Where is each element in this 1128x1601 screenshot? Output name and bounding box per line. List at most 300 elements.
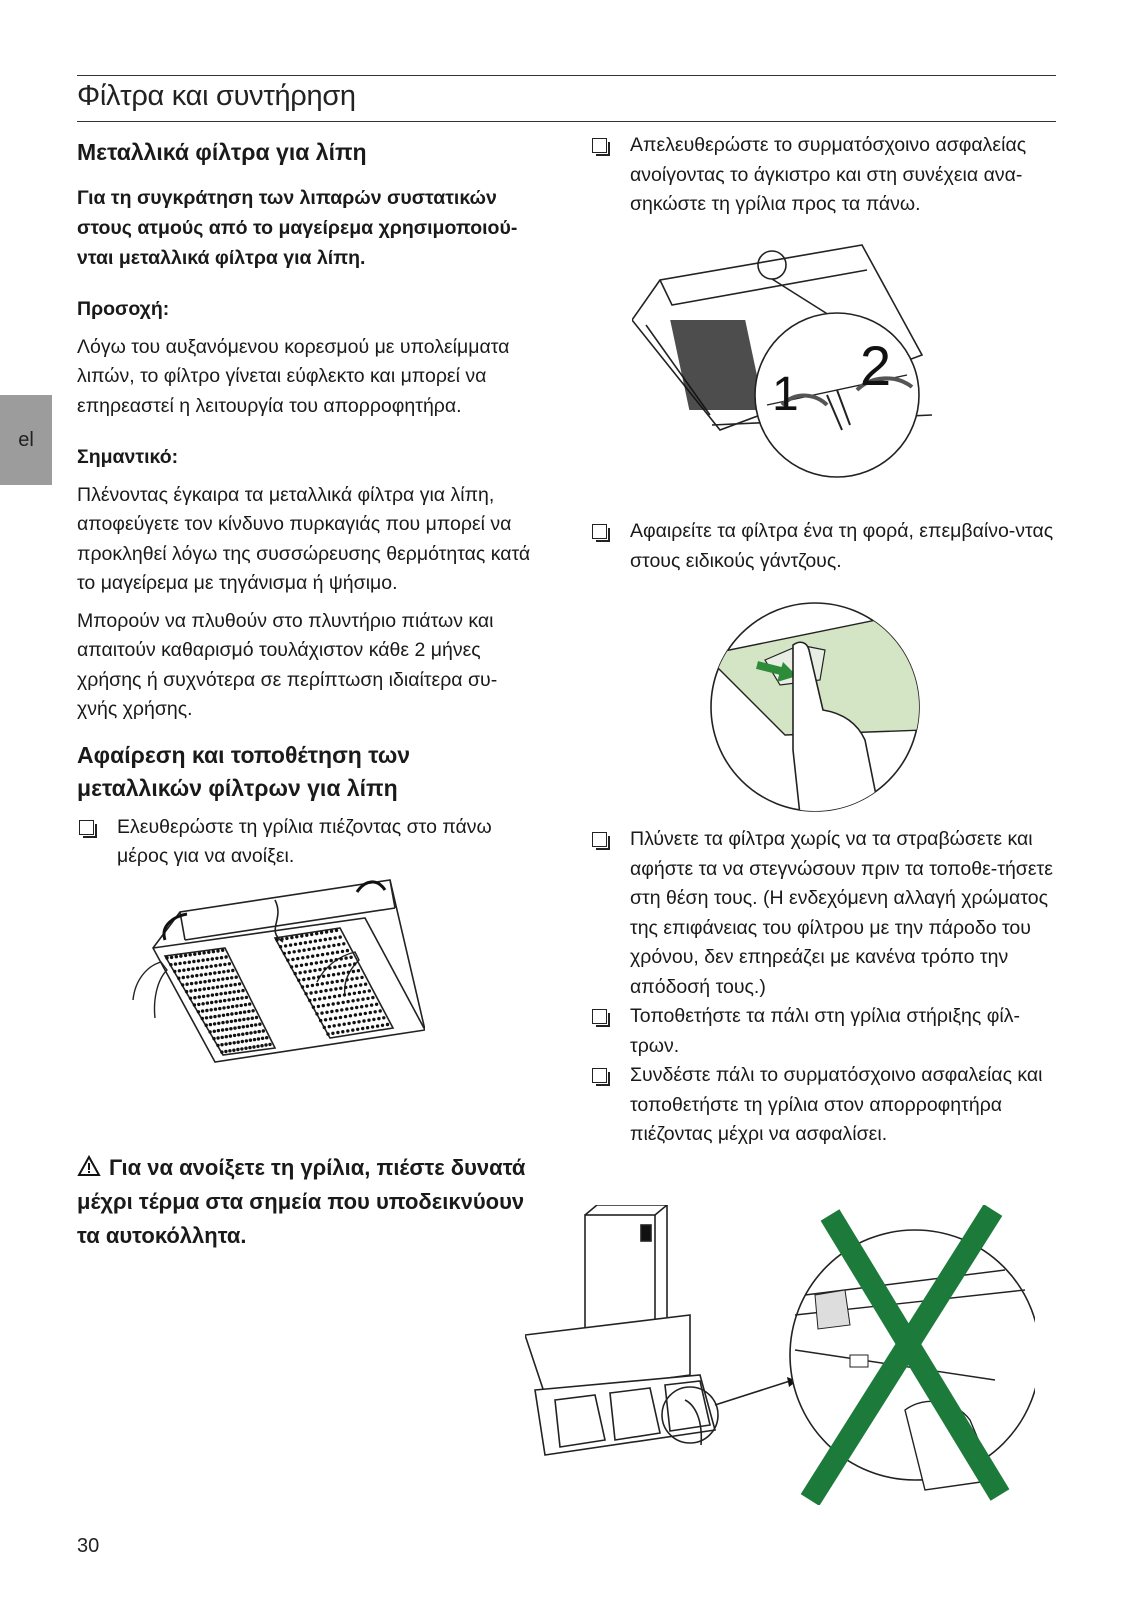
perforation-dot bbox=[307, 948, 310, 951]
perforation-dot bbox=[224, 955, 227, 958]
perforation-dot bbox=[327, 945, 330, 948]
perforation-dot bbox=[206, 994, 209, 997]
perforation-dot bbox=[359, 983, 362, 986]
perforation-dot bbox=[352, 970, 355, 973]
perforation-dot bbox=[227, 998, 230, 1001]
perforation-dot bbox=[334, 987, 337, 990]
perforation-dot bbox=[364, 983, 367, 986]
wash-text: Μπορούν να πλυθούν στο πλυντήριο πιάτων και απαιτούν καθαρισμό τουλάχιστον κάθε 2 μήνες χρήσης ή συχνότερα σε περίπτωση ιδιαίτερα συ-χνής χρήσης. bbox=[77, 609, 498, 720]
perforation-dot bbox=[201, 1002, 204, 1005]
perforation-dot bbox=[225, 1028, 228, 1031]
perforation-dot bbox=[351, 1028, 354, 1031]
perforation-dot bbox=[320, 931, 323, 934]
perforation-dot bbox=[245, 996, 248, 999]
perforation-dot bbox=[335, 1009, 338, 1012]
perforation-dot bbox=[345, 1007, 348, 1010]
perforation-dot bbox=[313, 969, 316, 972]
perforation-dot bbox=[246, 1025, 249, 1028]
perforation-dot bbox=[230, 1020, 233, 1023]
perforation-dot bbox=[322, 975, 325, 978]
perforation-dot bbox=[319, 990, 322, 993]
perforation-dot bbox=[285, 937, 288, 940]
perforation-dot bbox=[231, 1005, 234, 1008]
perforation-dot bbox=[350, 1007, 353, 1010]
perforation-dot bbox=[258, 1023, 261, 1026]
perforation-dot bbox=[346, 1029, 349, 1032]
perforation-dot bbox=[337, 1002, 340, 1005]
perforation-dot bbox=[341, 979, 344, 982]
perforation-dot bbox=[331, 981, 334, 984]
perforation-dot bbox=[234, 983, 237, 986]
perforation-dot bbox=[372, 1018, 375, 1021]
perforation-dot bbox=[339, 935, 342, 938]
perforation-dot bbox=[334, 1017, 337, 1020]
perforation-dot bbox=[233, 1041, 236, 1044]
perforation-dot bbox=[327, 1003, 330, 1006]
perforation-dot bbox=[210, 965, 213, 968]
checkbox-bullet-icon bbox=[592, 1068, 607, 1083]
perforation-dot bbox=[330, 1010, 333, 1013]
perforation-dot bbox=[310, 933, 313, 936]
perforation-dot bbox=[335, 958, 338, 961]
perforation-dot bbox=[360, 976, 363, 979]
perforation-dot bbox=[220, 1050, 223, 1053]
perforation-dot bbox=[291, 958, 294, 961]
perforation-dot bbox=[233, 990, 236, 993]
perforation-dot bbox=[346, 949, 349, 952]
perforation-dot bbox=[194, 989, 197, 992]
perforation-dot bbox=[329, 1017, 332, 1020]
step-text: Απελευθερώστε το συρματόσχοινο ασφαλείας ανοίγοντας το άγκιστρο και στη συνέχεια ανα-σηκώστε τη γρίλια προς τα πάνω. bbox=[630, 134, 1027, 215]
perforation-dot bbox=[201, 1017, 204, 1020]
perforation-dot bbox=[317, 975, 320, 978]
step-reconnect-cable bbox=[590, 1061, 1060, 1150]
perforation-dot bbox=[233, 1034, 236, 1037]
perforation-dot bbox=[227, 1006, 230, 1009]
perforation-dot bbox=[312, 947, 315, 950]
perforation-dot bbox=[326, 952, 329, 955]
perforation-dot bbox=[338, 994, 341, 997]
perforation-dot bbox=[335, 929, 338, 932]
perforation-dot bbox=[268, 1043, 271, 1046]
perforation-dot bbox=[302, 949, 305, 952]
perforation-dot bbox=[338, 1023, 341, 1026]
perforation-dot bbox=[211, 993, 214, 996]
perforation-dot bbox=[222, 970, 225, 973]
perforation-dot bbox=[215, 957, 218, 960]
perforation-dot bbox=[312, 976, 315, 979]
perforation-dot bbox=[338, 965, 341, 968]
perforation-dot bbox=[221, 1021, 224, 1024]
perforation-dot bbox=[222, 1006, 225, 1009]
perforation-dot bbox=[241, 1033, 244, 1036]
perforation-dot bbox=[210, 1001, 213, 1004]
right-column-step3 bbox=[590, 517, 1060, 576]
checkbox-bullet-icon bbox=[592, 138, 607, 153]
perforation-dot bbox=[342, 1001, 345, 1004]
perforation-dot bbox=[290, 965, 293, 968]
caution-label: Προσοχή: bbox=[77, 298, 170, 320]
perforation-dot bbox=[349, 956, 352, 959]
step-release-cable bbox=[590, 131, 1060, 220]
perforation-dot bbox=[301, 956, 304, 959]
perforation-dot bbox=[366, 1026, 369, 1029]
perforation-dot bbox=[354, 1013, 357, 1016]
perforation-dot bbox=[185, 990, 188, 993]
perforation-dot bbox=[214, 964, 217, 967]
perforation-dot bbox=[350, 977, 353, 980]
perforation-dot bbox=[177, 977, 180, 980]
perforation-dot bbox=[216, 1036, 219, 1039]
perforation-dot bbox=[197, 1003, 200, 1006]
perforation-dot bbox=[261, 1037, 264, 1040]
perforation-dot bbox=[165, 956, 168, 959]
perforation-dot bbox=[247, 1010, 250, 1013]
perforation-dot bbox=[354, 984, 357, 987]
perforation-dot bbox=[200, 966, 203, 969]
checkbox-bullet-icon bbox=[592, 832, 607, 847]
perforation-dot bbox=[209, 1023, 212, 1026]
perforation-dot bbox=[191, 975, 194, 978]
perforation-dot bbox=[235, 976, 238, 979]
step-open-grille bbox=[77, 813, 532, 872]
step-number-1: 1 bbox=[772, 368, 799, 421]
perforation-dot bbox=[200, 973, 203, 976]
perforation-dot bbox=[371, 1025, 374, 1028]
perforation-dot bbox=[222, 1014, 225, 1017]
perforation-dot bbox=[245, 1039, 248, 1042]
perforation-dot bbox=[218, 1007, 221, 1010]
perforation-dot bbox=[356, 998, 359, 1001]
perforation-dot bbox=[332, 944, 335, 947]
perforation-dot bbox=[333, 1024, 336, 1027]
perforation-dot bbox=[219, 963, 222, 966]
perforation-dot bbox=[306, 955, 309, 958]
perforation-dot bbox=[258, 1030, 261, 1033]
perforation-dot bbox=[189, 989, 192, 992]
perforation-dot bbox=[324, 1018, 327, 1021]
perforation-dot bbox=[206, 1001, 209, 1004]
perforation-dot bbox=[201, 1009, 204, 1012]
perforation-dot bbox=[329, 937, 332, 940]
perforation-dot bbox=[227, 969, 230, 972]
perforation-dot bbox=[315, 961, 318, 964]
perforation-dot bbox=[189, 953, 192, 956]
perforation-dot bbox=[190, 982, 193, 985]
perforation-dot bbox=[329, 988, 332, 991]
perforation-dot bbox=[340, 957, 343, 960]
perforation-dot bbox=[193, 996, 196, 999]
perforation-dot bbox=[334, 936, 337, 939]
perforation-dot bbox=[317, 946, 320, 949]
perforation-dot bbox=[360, 1005, 363, 1008]
perforation-dot bbox=[365, 1004, 368, 1007]
figure-release-hook bbox=[632, 225, 952, 495]
perforation-dot bbox=[332, 1002, 335, 1005]
perforation-dot bbox=[256, 1045, 259, 1048]
perforation-dot bbox=[306, 985, 309, 988]
perforation-dot bbox=[254, 1023, 257, 1026]
perforation-dot bbox=[213, 971, 216, 974]
perforation-dot bbox=[374, 1010, 377, 1013]
perforation-dot bbox=[339, 987, 342, 990]
zoom-circle bbox=[755, 313, 919, 477]
perforation-dot bbox=[314, 939, 317, 942]
perforation-dot bbox=[184, 954, 187, 957]
perforation-dot bbox=[239, 1011, 242, 1014]
perforation-dot bbox=[217, 978, 220, 981]
perforation-dot bbox=[201, 959, 204, 962]
checkbox-bullet-icon bbox=[592, 524, 607, 539]
perforation-dot bbox=[205, 965, 208, 968]
perforation-dot bbox=[210, 1008, 213, 1011]
perforation-dot bbox=[213, 1022, 216, 1025]
perforation-dot bbox=[330, 930, 333, 933]
perforation-dot bbox=[191, 967, 194, 970]
perforation-dot bbox=[173, 970, 176, 973]
perforation-dot bbox=[240, 1047, 243, 1050]
perforation-dot bbox=[341, 950, 344, 953]
perforation-dot bbox=[221, 1028, 224, 1031]
perforation-dot bbox=[313, 998, 316, 1001]
perforation-dot bbox=[238, 1026, 241, 1029]
perforation-dot bbox=[316, 954, 319, 957]
perforation-dot bbox=[375, 1003, 378, 1006]
perforation-dot bbox=[331, 1032, 334, 1035]
perforation-dot bbox=[228, 1042, 231, 1045]
perforation-dot bbox=[303, 970, 306, 973]
perforation-dot bbox=[244, 1047, 247, 1050]
perforation-dot bbox=[202, 995, 205, 998]
perforation-dot bbox=[317, 1005, 320, 1008]
perforation-dot bbox=[323, 967, 326, 970]
section-heading-metal-filters: Μεταλλικά φίλτρα για λίπη bbox=[77, 139, 367, 165]
perforation-dot bbox=[223, 999, 226, 1002]
perforation-dot bbox=[224, 1042, 227, 1045]
perforation-dot bbox=[328, 1025, 331, 1028]
perforation-dot bbox=[342, 942, 345, 945]
perforation-dot bbox=[286, 959, 289, 962]
perforation-dot bbox=[211, 957, 214, 960]
figure-incorrect-closing bbox=[525, 1205, 1035, 1505]
perforation-dot bbox=[255, 1016, 258, 1019]
perforation-dot bbox=[215, 993, 218, 996]
perforation-dot bbox=[342, 971, 345, 974]
perforation-dot bbox=[382, 1016, 385, 1019]
checkbox-bullet-icon bbox=[592, 1009, 607, 1024]
step-text: Αφαιρείτε τα φίλτρα ένα τη φορά, επεμβαίνο-ντας στους ειδικούς γάντζους. bbox=[630, 520, 1054, 572]
perforation-dot bbox=[183, 961, 186, 964]
perforation-dot bbox=[221, 977, 224, 980]
perforation-dot bbox=[249, 1031, 252, 1034]
perforation-dot bbox=[324, 989, 327, 992]
perforation-dot bbox=[223, 963, 226, 966]
perforation-dot bbox=[386, 1023, 389, 1026]
perforation-dot bbox=[249, 1039, 252, 1042]
perforation-dot bbox=[333, 966, 336, 969]
perforation-dot bbox=[362, 1019, 365, 1022]
perforation-dot bbox=[219, 1000, 222, 1003]
perforation-dot bbox=[333, 995, 336, 998]
perforation-dot bbox=[355, 1006, 358, 1009]
perforation-dot bbox=[218, 971, 221, 974]
perforation-dot bbox=[213, 1015, 216, 1018]
perforation-dot bbox=[189, 997, 192, 1000]
perforation-dot bbox=[192, 960, 195, 963]
perforation-dot bbox=[309, 991, 312, 994]
perforation-dot bbox=[197, 959, 200, 962]
perforation-dot bbox=[179, 954, 182, 957]
perforation-dot bbox=[344, 986, 347, 989]
perforation-dot bbox=[216, 949, 219, 952]
perforation-dot bbox=[245, 1032, 248, 1035]
caution-text: Λόγω του αυξανόμενου κορεσμού με υπολείμματα λιπών, το φίλτρο γίνεται εύφλεκτο και μπορεί να επηρεαστεί η λειτουργία του απορροφητήρα. bbox=[77, 335, 510, 417]
perforation-dot bbox=[328, 996, 331, 999]
perforation-dot bbox=[208, 979, 211, 982]
perforation-dot bbox=[320, 1011, 323, 1014]
perforation-dot bbox=[308, 999, 311, 1002]
right-column-steps4-6 bbox=[590, 825, 1060, 1150]
perforation-dot bbox=[301, 985, 304, 988]
perforation-dot bbox=[336, 951, 339, 954]
perforation-dot bbox=[237, 1041, 240, 1044]
perforation-dot bbox=[187, 968, 190, 971]
perforation-dot bbox=[193, 953, 196, 956]
perforation-dot bbox=[377, 1017, 380, 1020]
perforation-dot bbox=[260, 1044, 263, 1047]
perforation-dot bbox=[348, 963, 351, 966]
perforation-dot bbox=[226, 1020, 229, 1023]
step-number-2: 2 bbox=[860, 334, 892, 397]
section-heading-removal: Αφαίρεση και τοποθέτηση των μεταλλικών φίλτρων για λίπη bbox=[77, 741, 411, 801]
perforation-dot bbox=[216, 985, 219, 988]
perforation-dot bbox=[264, 1043, 267, 1046]
perforation-dot bbox=[302, 978, 305, 981]
perforation-dot bbox=[344, 956, 347, 959]
right-column bbox=[590, 131, 1060, 220]
perforation-dot bbox=[219, 992, 222, 995]
perforation-dot bbox=[319, 1019, 322, 1022]
perforation-dot bbox=[310, 962, 313, 965]
perforation-dot bbox=[204, 973, 207, 976]
perforation-dot bbox=[217, 1022, 220, 1025]
perforation-dot bbox=[371, 996, 374, 999]
perforation-dot bbox=[297, 979, 300, 982]
perforation-dot bbox=[235, 1004, 238, 1007]
perforation-dot bbox=[225, 984, 228, 987]
perforation-dot bbox=[229, 1034, 232, 1037]
perforation-dot bbox=[217, 1029, 220, 1032]
perforation-dot bbox=[196, 967, 199, 970]
perforation-dot bbox=[343, 993, 346, 996]
step-reinstall-filters bbox=[590, 1002, 1060, 1061]
perforation-dot bbox=[226, 977, 229, 980]
perforation-dot bbox=[349, 985, 352, 988]
perforation-dot bbox=[237, 1033, 240, 1036]
perforation-dot bbox=[289, 943, 292, 946]
perforation-dot bbox=[369, 1011, 372, 1014]
perforation-dot bbox=[322, 1004, 325, 1007]
perforation-dot bbox=[349, 1014, 352, 1017]
perforation-dot bbox=[212, 979, 215, 982]
perforation-dot bbox=[352, 1021, 355, 1024]
perforation-dot bbox=[234, 1019, 237, 1022]
perforation-dot bbox=[242, 1025, 245, 1028]
perforation-dot bbox=[323, 996, 326, 999]
perforation-dot bbox=[368, 989, 371, 992]
perforation-dot bbox=[321, 982, 324, 985]
perforation-dot bbox=[294, 943, 297, 946]
perforation-dot bbox=[203, 980, 206, 983]
header-top-rule bbox=[77, 75, 1056, 76]
perforation-dot bbox=[337, 943, 340, 946]
perforation-dot bbox=[252, 1045, 255, 1048]
perforation-dot bbox=[230, 976, 233, 979]
perforation-dot bbox=[214, 1008, 217, 1011]
important-label: Σημαντικό: bbox=[77, 446, 179, 468]
perforation-dot bbox=[347, 1022, 350, 1025]
perforation-dot bbox=[175, 955, 178, 958]
perforation-dot bbox=[341, 1030, 344, 1033]
perforation-dot bbox=[300, 934, 303, 937]
perforation-dot bbox=[221, 1036, 224, 1039]
perforation-dot bbox=[299, 942, 302, 945]
step-text: Συνδέστε πάλι το συρματόσχοινο ασφαλείας και τοποθετήστε τη γρίλια στον απορροφητήρα πιέζοντας μέχρι να ασφαλίσει. bbox=[630, 1064, 1043, 1145]
perforation-dot bbox=[353, 962, 356, 965]
perforation-dot bbox=[351, 999, 354, 1002]
perforation-dot bbox=[318, 968, 321, 971]
perforation-dot bbox=[327, 974, 330, 977]
perforation-dot bbox=[262, 1029, 265, 1032]
perforation-dot bbox=[325, 930, 328, 933]
perforation-dot bbox=[218, 1014, 221, 1017]
perforation-dot bbox=[353, 992, 356, 995]
perforation-dot bbox=[224, 1050, 227, 1053]
perforation-dot bbox=[232, 1049, 235, 1052]
warning-triangle-icon bbox=[77, 1155, 101, 1177]
language-tab: el bbox=[0, 395, 52, 485]
perforation-dot bbox=[207, 987, 210, 990]
perforation-dot bbox=[186, 975, 189, 978]
perforation-dot bbox=[212, 950, 215, 953]
perforation-dot bbox=[305, 934, 308, 937]
perforation-dot bbox=[326, 981, 329, 984]
perforation-dot bbox=[181, 983, 184, 986]
perforation-dot bbox=[367, 1019, 370, 1022]
perforation-dot bbox=[241, 989, 244, 992]
perforation-dot bbox=[209, 972, 212, 975]
perforation-dot bbox=[300, 964, 303, 967]
perforation-dot bbox=[340, 1008, 343, 1011]
perforation-dot bbox=[170, 956, 173, 959]
perforation-dot bbox=[318, 997, 321, 1000]
perforation-dot bbox=[359, 1013, 362, 1016]
perforation-dot bbox=[205, 1009, 208, 1012]
perforation-dot bbox=[265, 1036, 268, 1039]
perforation-dot bbox=[376, 1024, 379, 1027]
perforation-dot bbox=[379, 1009, 382, 1012]
perforation-dot bbox=[280, 938, 283, 941]
perforation-dot bbox=[185, 983, 188, 986]
perforation-dot bbox=[225, 1035, 228, 1038]
step-remove-filters bbox=[590, 517, 1060, 576]
perforation-dot bbox=[343, 964, 346, 967]
perforation-dot bbox=[248, 1046, 251, 1049]
perforation-dot bbox=[240, 996, 243, 999]
perforation-dot bbox=[236, 997, 239, 1000]
perforation-dot bbox=[253, 1038, 256, 1041]
warning-text: Για να ανοίξετε τη γρίλια, πιέστε δυνατά μέχρι τέρμα στα σημεία που υποδεικνύουν τα αυτοκόλλητα. bbox=[77, 1155, 526, 1248]
